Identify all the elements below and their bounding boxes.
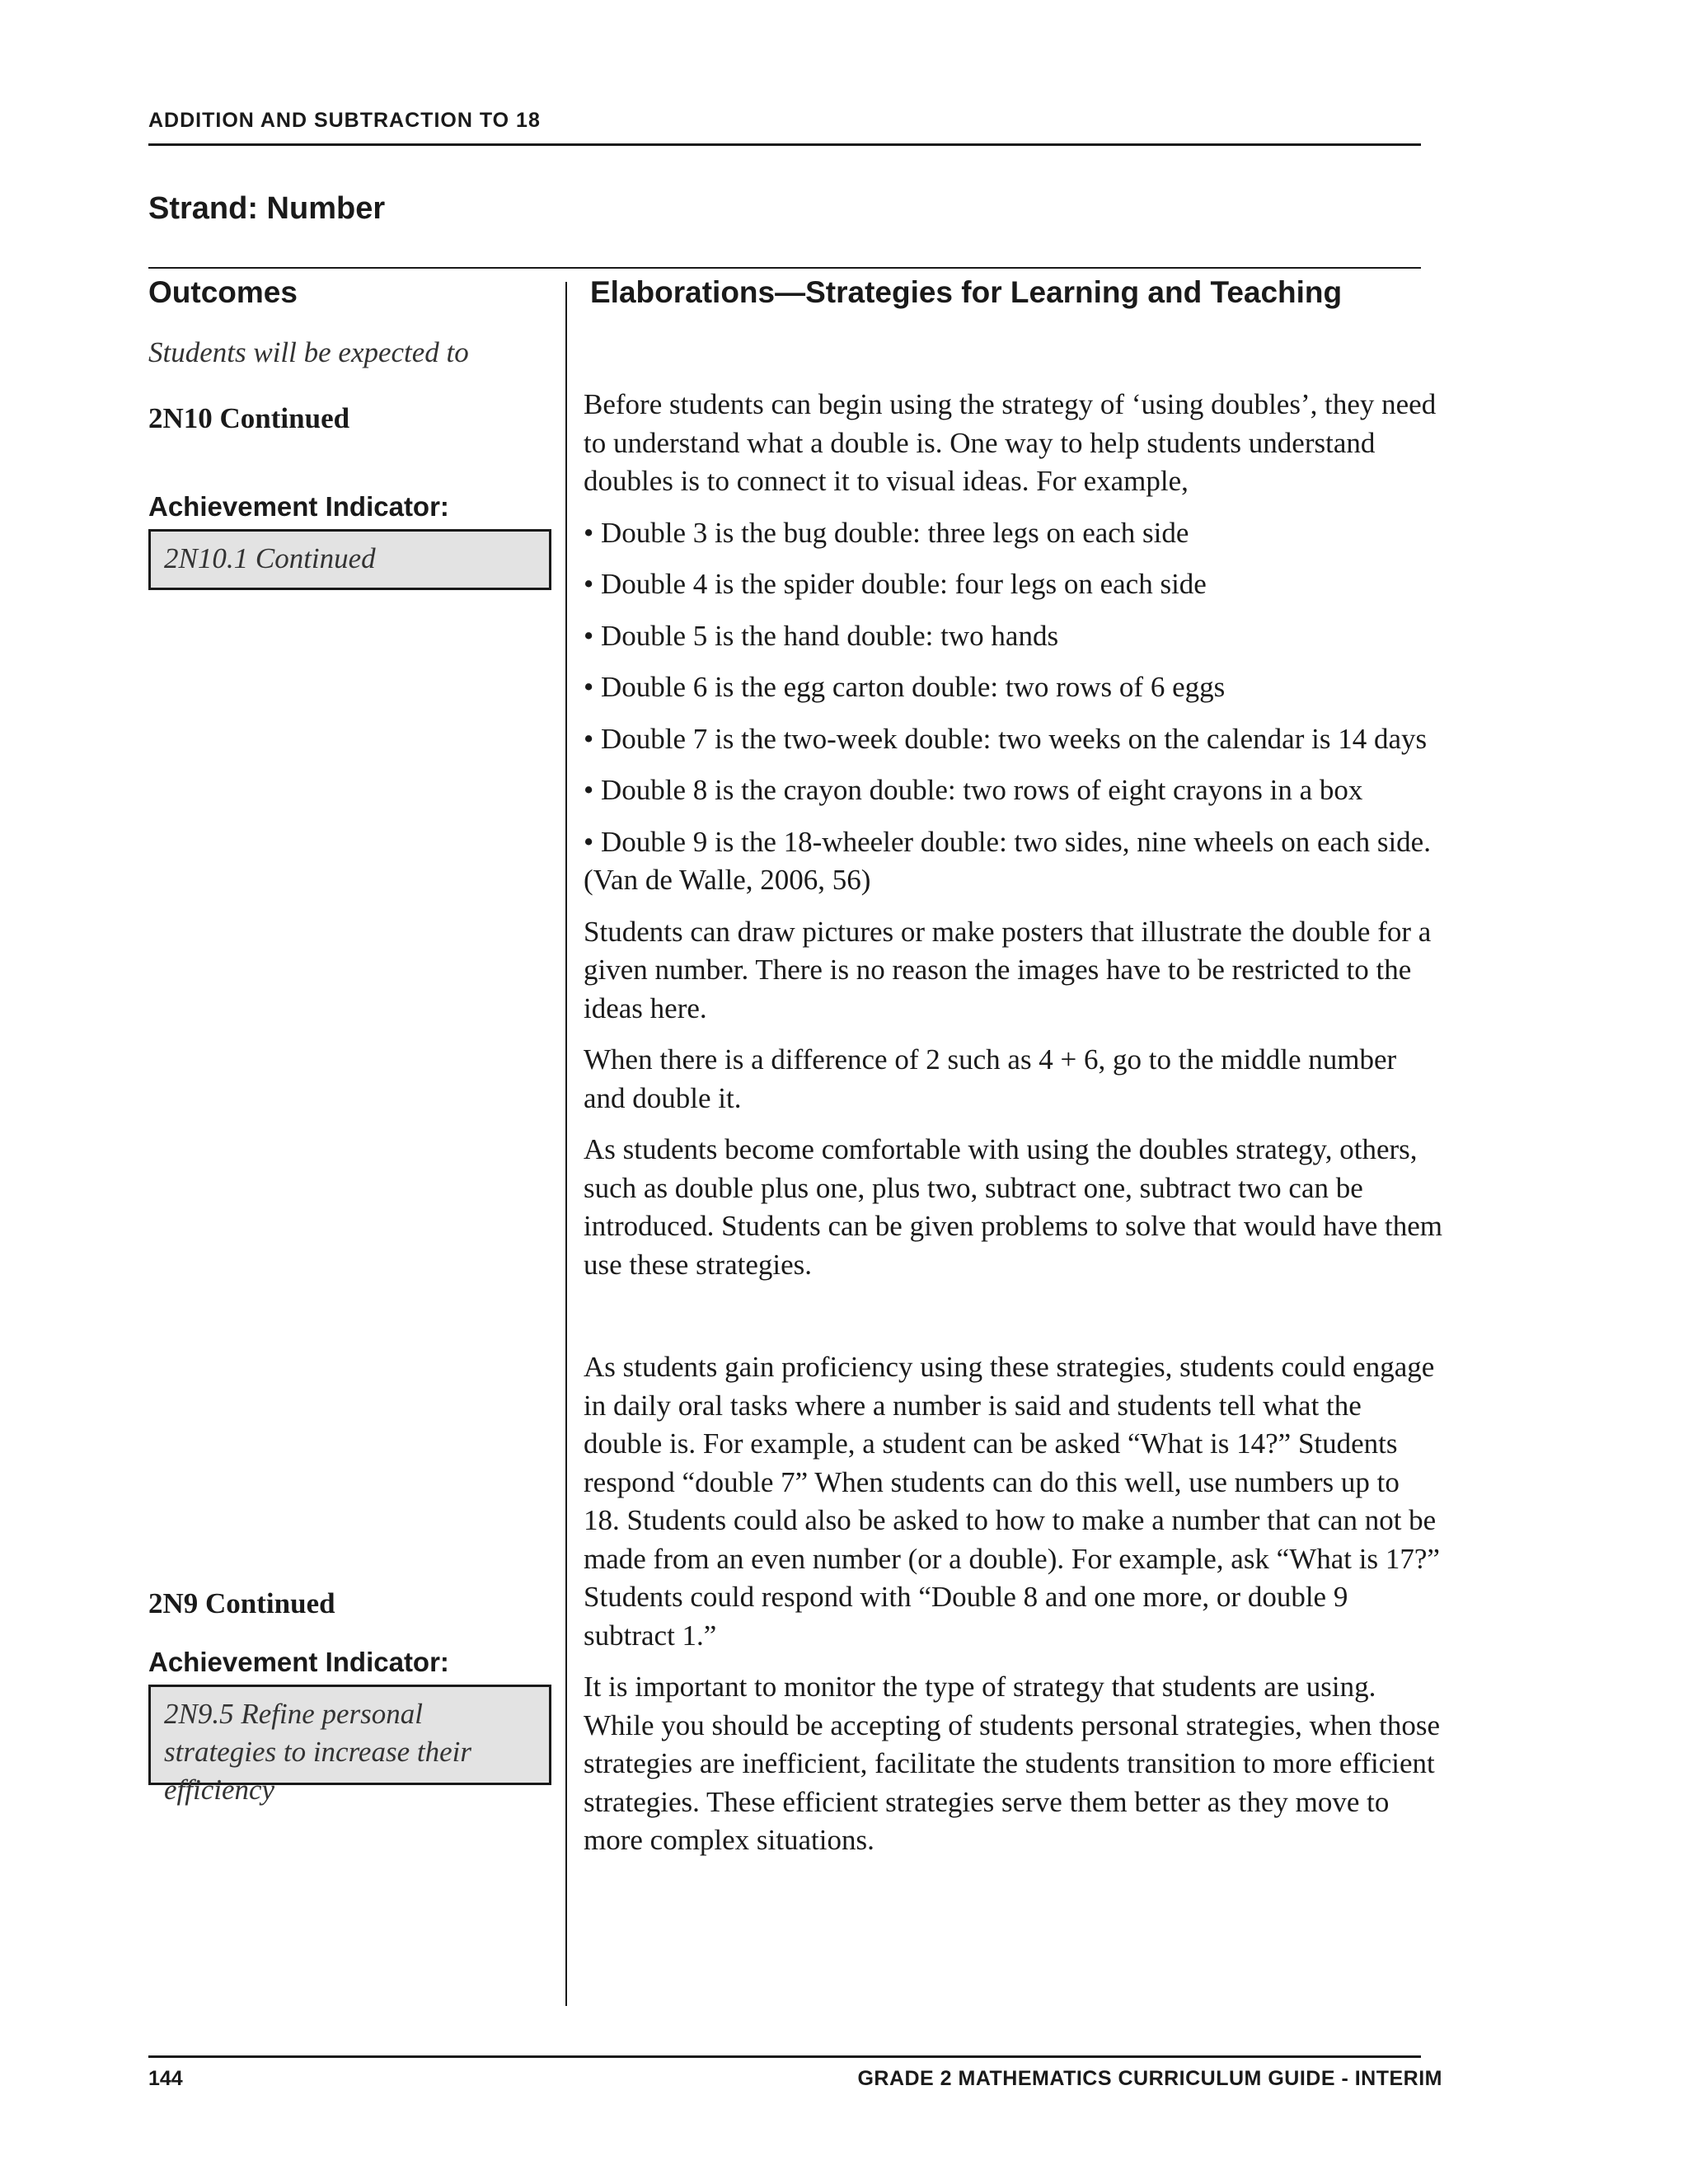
elaborations-body <box>584 386 1442 1297</box>
indicator-box-2n9-5: 2N9.5 Refine personal strategies to increase their efficiency <box>148 1685 551 1785</box>
column-divider <box>565 282 567 2006</box>
outcome-code-2n9: 2N9 Continued <box>148 1587 335 1619</box>
elaborations-heading: Elaborations—Strategies for Learning and Teaching <box>590 275 1343 309</box>
achievement-indicator-label: Achievement Indicator: <box>148 1647 449 1677</box>
list-item: • Double 6 is the egg carton double: two rows of 6 eggs <box>584 671 1226 703</box>
guide-title: GRADE 2 MATHEMATICS CURRICULUM GUIDE - INTERIM <box>857 2067 1442 2090</box>
paragraph: As students gain proficiency using these strategies, students could engage in daily oral tasks where a number is said and students tell what the double is. For example, a student can be asked “What is 14?” Students respond “double 7” When students can do this well, use numbers up to 18. Students could also be asked to how to make a number that can not be made from an even number (or a double). For example, ask “What is 17?” Students could respond with “Double 8 and one more, or double 9 subtract 1.” <box>584 1351 1440 1652</box>
list-item: • Double 7 is the two-week double: two weeks on the calendar is 14 days <box>584 722 1428 755</box>
list-item: • Double 3 is the bug double: three legs on each side <box>584 516 1189 549</box>
footer-rule <box>148 2055 1421 2058</box>
paragraph: It is important to monitor the type of strategy that students are using. While you should be accepting of students personal strategies, when those strategies are inefficient, facilitate the students transition to more efficient strategies. These efficient strategies serve them better as they move to more complex situations. <box>584 1671 1441 1856</box>
list-item: • Double 9 is the 18-wheeler double: two sides, nine wheels on each side. (Van de Walle, 2006, 56) <box>584 825 1431 896</box>
list-item: • Double 4 is the spider double: four legs on each side <box>584 568 1207 600</box>
indicator-box-2n10-1: 2N10.1 Continued <box>148 529 551 590</box>
achievement-indicator-label: Achievement Indicator: <box>148 491 449 522</box>
elaborations-body-2 <box>584 1348 1442 1873</box>
outcomes-heading: Outcomes <box>148 275 298 309</box>
expected-text: Students will be expected to <box>148 336 469 368</box>
paragraph: When there is a difference of 2 such as 4 + 6, go to the middle number and double it. <box>584 1043 1397 1114</box>
running-header: ADDITION AND SUBTRACTION TO 18 <box>148 109 541 132</box>
section-rule <box>148 267 1421 269</box>
paragraph: As students become comfortable with using the doubles strategy, others, such as double plus one, plus two, subtract one, subtract two can be introduced. Students can be given problems to solve that would have them use these strategies. <box>584 1133 1443 1281</box>
intro-paragraph: Before students can begin using the strategy of ‘using doubles’, they need to understand what a double is. One way to help students understand doubles is to connect it to visual ideas. For example, <box>584 388 1437 497</box>
list-item: • Double 5 is the hand double: two hands <box>584 619 1059 652</box>
list-item: • Double 8 is the crayon double: two rows of eight crayons in a box <box>584 774 1363 806</box>
header-rule <box>148 143 1421 146</box>
page-number: 144 <box>148 2067 183 2090</box>
outcome-code-2n10: 2N10 Continued <box>148 402 350 434</box>
paragraph: Students can draw pictures or make posters that illustrate the double for a given number. There is no reason the images have to be restricted to the ideas here. <box>584 915 1432 1024</box>
strand-title: Strand: Number <box>148 191 386 226</box>
